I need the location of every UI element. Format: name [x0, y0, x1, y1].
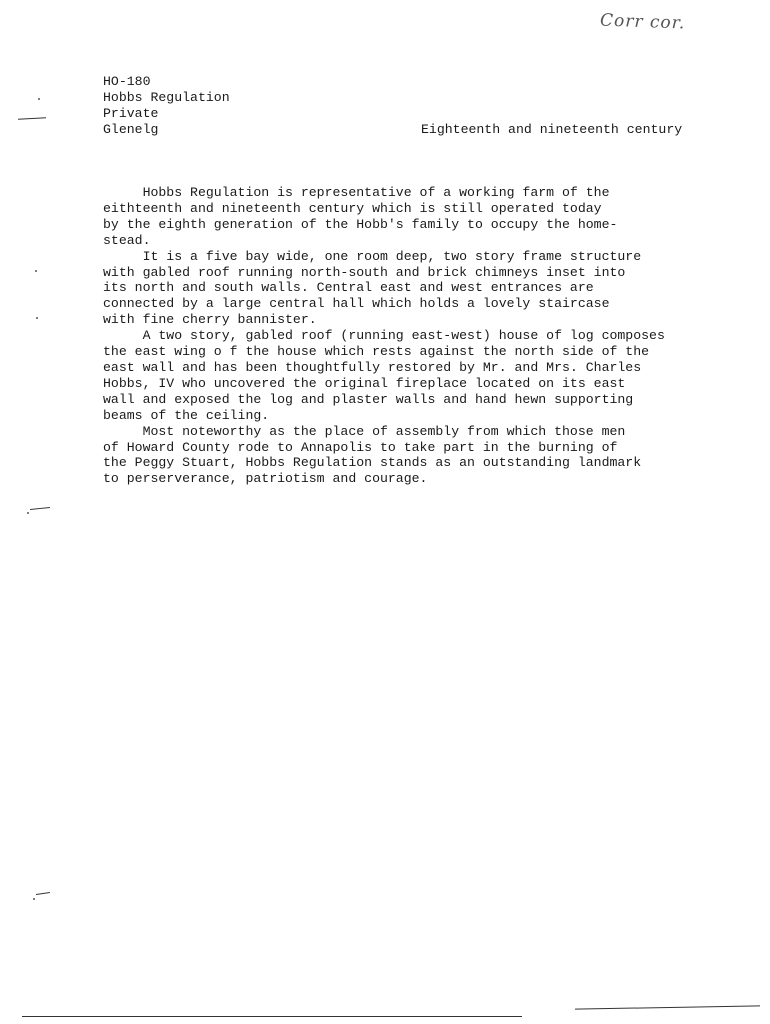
margin-mark [18, 117, 46, 119]
bottom-edge-line [575, 1005, 760, 1009]
body-line: connected by a large central hall which holds a lovely staircase [103, 296, 610, 312]
description-body [103, 185, 703, 487]
body-line: A two story, gabled roof (running east-west) house of log composes [103, 328, 665, 344]
body-line: wall and exposed the log and plaster walls and hand hewn supporting [103, 391, 634, 407]
margin-dot [33, 898, 35, 900]
body-line: of Howard County rode to Annapolis to take part in the burning of [103, 439, 618, 455]
location: Glenelg [103, 122, 159, 137]
body-line: Most noteworthy as the place of assembly from which those men [103, 423, 626, 439]
body-line: It is a five bay wide, one room deep, two story frame structure [103, 248, 642, 264]
body-line: Hobbs Regulation is representative of a working farm of the [103, 185, 610, 200]
margin-dot [35, 270, 37, 272]
margin-dot [38, 98, 40, 100]
margin-dot [27, 512, 29, 514]
body-line: Hobbs, IV who uncovered the original fireplace located on its east [103, 375, 626, 391]
ownership: Private [103, 106, 159, 121]
body-line: the Peggy Stuart, Hobbs Regulation stands as an outstanding landmark [103, 455, 642, 471]
body-line: east wall and has been thoughtfully restored by Mr. and Mrs. Charles [103, 359, 642, 375]
header-block [103, 74, 230, 138]
body-line: beams of the ceiling. [103, 407, 270, 423]
margin-mark [36, 892, 50, 895]
body-line: its north and south walls. Central east and west entrances are [103, 280, 594, 296]
body-line: eithteenth and nineteenth century which is still operated today [103, 200, 602, 216]
margin-dot [36, 317, 38, 319]
body-line: stead. [103, 232, 151, 248]
body-line: with fine cherry bannister. [103, 312, 317, 328]
body-line: to perserverance, patriotism and courage. [103, 471, 428, 487]
handwritten-annotation: Corr cor. [599, 10, 686, 34]
property-name: Hobbs Regulation [103, 90, 230, 105]
period: Eighteenth and nineteenth century [421, 122, 683, 137]
bottom-edge-line [22, 1016, 522, 1017]
body-line: the east wing o f the house which rests against the north side of the [103, 344, 650, 360]
margin-mark [30, 507, 50, 510]
site-id: HO-180 [103, 74, 151, 89]
body-line: with gabled roof running north-south and brick chimneys inset into [103, 264, 626, 280]
body-line: by the eighth generation of the Hobb's family to occupy the home- [103, 216, 618, 232]
